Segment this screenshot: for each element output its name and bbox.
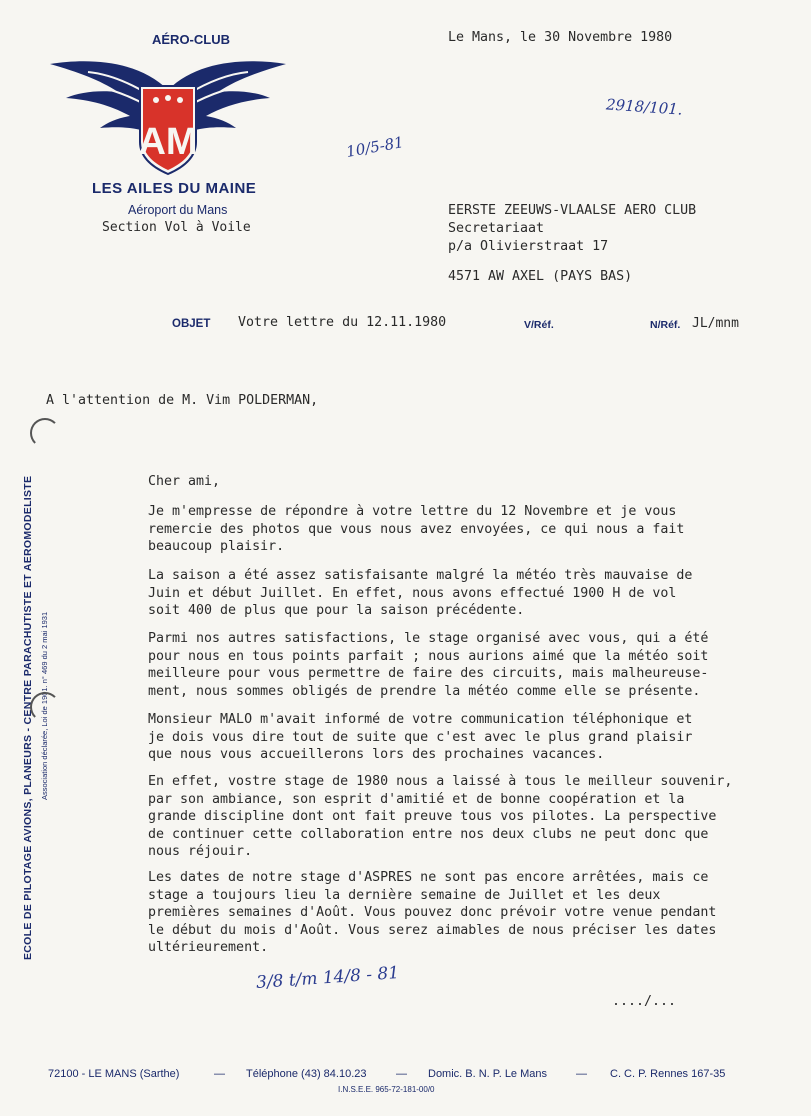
binder-ring-top xyxy=(30,418,60,448)
handwritten-bottom-note: 3/8 t/m 14/8 - 81 xyxy=(255,963,400,993)
handwritten-ref: 2918/101. xyxy=(605,95,684,119)
logo-letters: AM xyxy=(138,121,198,163)
attention-line: A l'attention de M. Vim POLDERMAN, xyxy=(46,393,319,408)
paragraph-2: La saison a été assez satisfaisante malgré la météo très mauvaise de Juin et début Juillet. En effet, nous avons effectué 1900 H de vol soit 400 de plus que pour la saison précédente. xyxy=(148,568,693,619)
footer-dash-3: — xyxy=(576,1068,587,1080)
footer-ccp: C. C. P. Rennes 167-35 xyxy=(610,1068,726,1080)
airport-name: Aéroport du Mans xyxy=(128,203,228,217)
footer-dash-2: — xyxy=(396,1068,407,1080)
club-logo xyxy=(48,50,288,178)
vref-label: V/Réf. xyxy=(524,319,554,331)
recipient-line4: 4571 AW AXEL (PAYS BAS) xyxy=(448,269,633,284)
club-name: LES AILES DU MAINE xyxy=(92,180,257,197)
paragraph-1: Je m'empresse de répondre à votre lettre du 12 Novembre et je vous remercie des photos que vous nous avez envoyées, ce qui nous a fait beaucoup plaisir. xyxy=(148,504,685,555)
side-text-legal: Association déclarée, Loi de 1901. n° 469 du 2 mai 1931 xyxy=(40,611,49,800)
objet-value: Votre lettre du 12.11.1980 xyxy=(238,315,447,330)
paragraph-4: Monsieur MALO m'avait informé de votre communication téléphonique et je dois vous dire tout de suite que c'est avec le plus grand plaisir que nous vous accueillerons lors des prochaines vacances. xyxy=(148,712,693,763)
footer-phone: Téléphone (43) 84.10.23 xyxy=(246,1068,367,1080)
recipient-line2: Secretariaat xyxy=(448,221,545,236)
binder-ring-bottom xyxy=(30,692,60,722)
section-name: Section Vol à Voile xyxy=(102,220,251,235)
club-label: AÉRO-CLUB xyxy=(152,32,230,47)
continuation-mark: ..../... xyxy=(612,994,677,1009)
salutation: Cher ami, xyxy=(148,474,221,489)
objet-label: OBJET xyxy=(172,318,211,330)
handwritten-date: 10/5-81 xyxy=(344,133,405,161)
side-text-main: ECOLE DE PILOTAGE AVIONS, PLANEURS - CENTRE PARACHUTISTE ET AEROMODELISTE xyxy=(22,475,34,960)
nref-value: JL/mnm xyxy=(692,316,739,331)
recipient-line3: p/a Olivierstraat 17 xyxy=(448,239,609,254)
paragraph-6: Les dates de notre stage d'ASPRES ne sont pas encore arrêtées, mais ce stage a toujours lieu la dernière semaine de Juillet et les deux premières semaines d'Août. Vous pouvez donc prévoir votre venue pendant le début du mois d'Août. Vous serez aimables de nous préciser les dates ultérieurement. xyxy=(148,870,717,956)
letter-date: Le Mans, le 30 Novembre 1980 xyxy=(448,30,673,45)
recipient-line1: EERSTE ZEEUWS-VLAALSE AERO CLUB xyxy=(448,203,697,218)
footer-insee: I.N.S.E.E. 965-72-181-00/0 xyxy=(338,1085,435,1094)
nref-label: N/Réf. xyxy=(650,319,681,331)
footer-dash-1: — xyxy=(214,1068,225,1080)
paragraph-3: Parmi nos autres satisfactions, le stage organisé avec vous, qui a été pour nous en tous points parfait ; nous aurions aimé que la météo soit meilleure pour vous permettre de faire des circuits, mais malheureuse- ment, nous sommes obligés de prendre la météo comme elle se présente. xyxy=(148,631,709,699)
footer-address: 72100 - LE MANS (Sarthe) xyxy=(48,1068,180,1080)
paragraph-5: En effet, vostre stage de 1980 nous a laissé à tous le meilleur souvenir, par son ambiance, son esprit d'amitié et de bonne coopération et la grande discipline dont ont fait preuve tous vos pilotes. La perspective de continuer cette collaboration entre nos deux clubs ne peut donc que nous réjouir. xyxy=(148,774,733,860)
footer-bank: Domic. B. N. P. Le Mans xyxy=(428,1068,548,1080)
